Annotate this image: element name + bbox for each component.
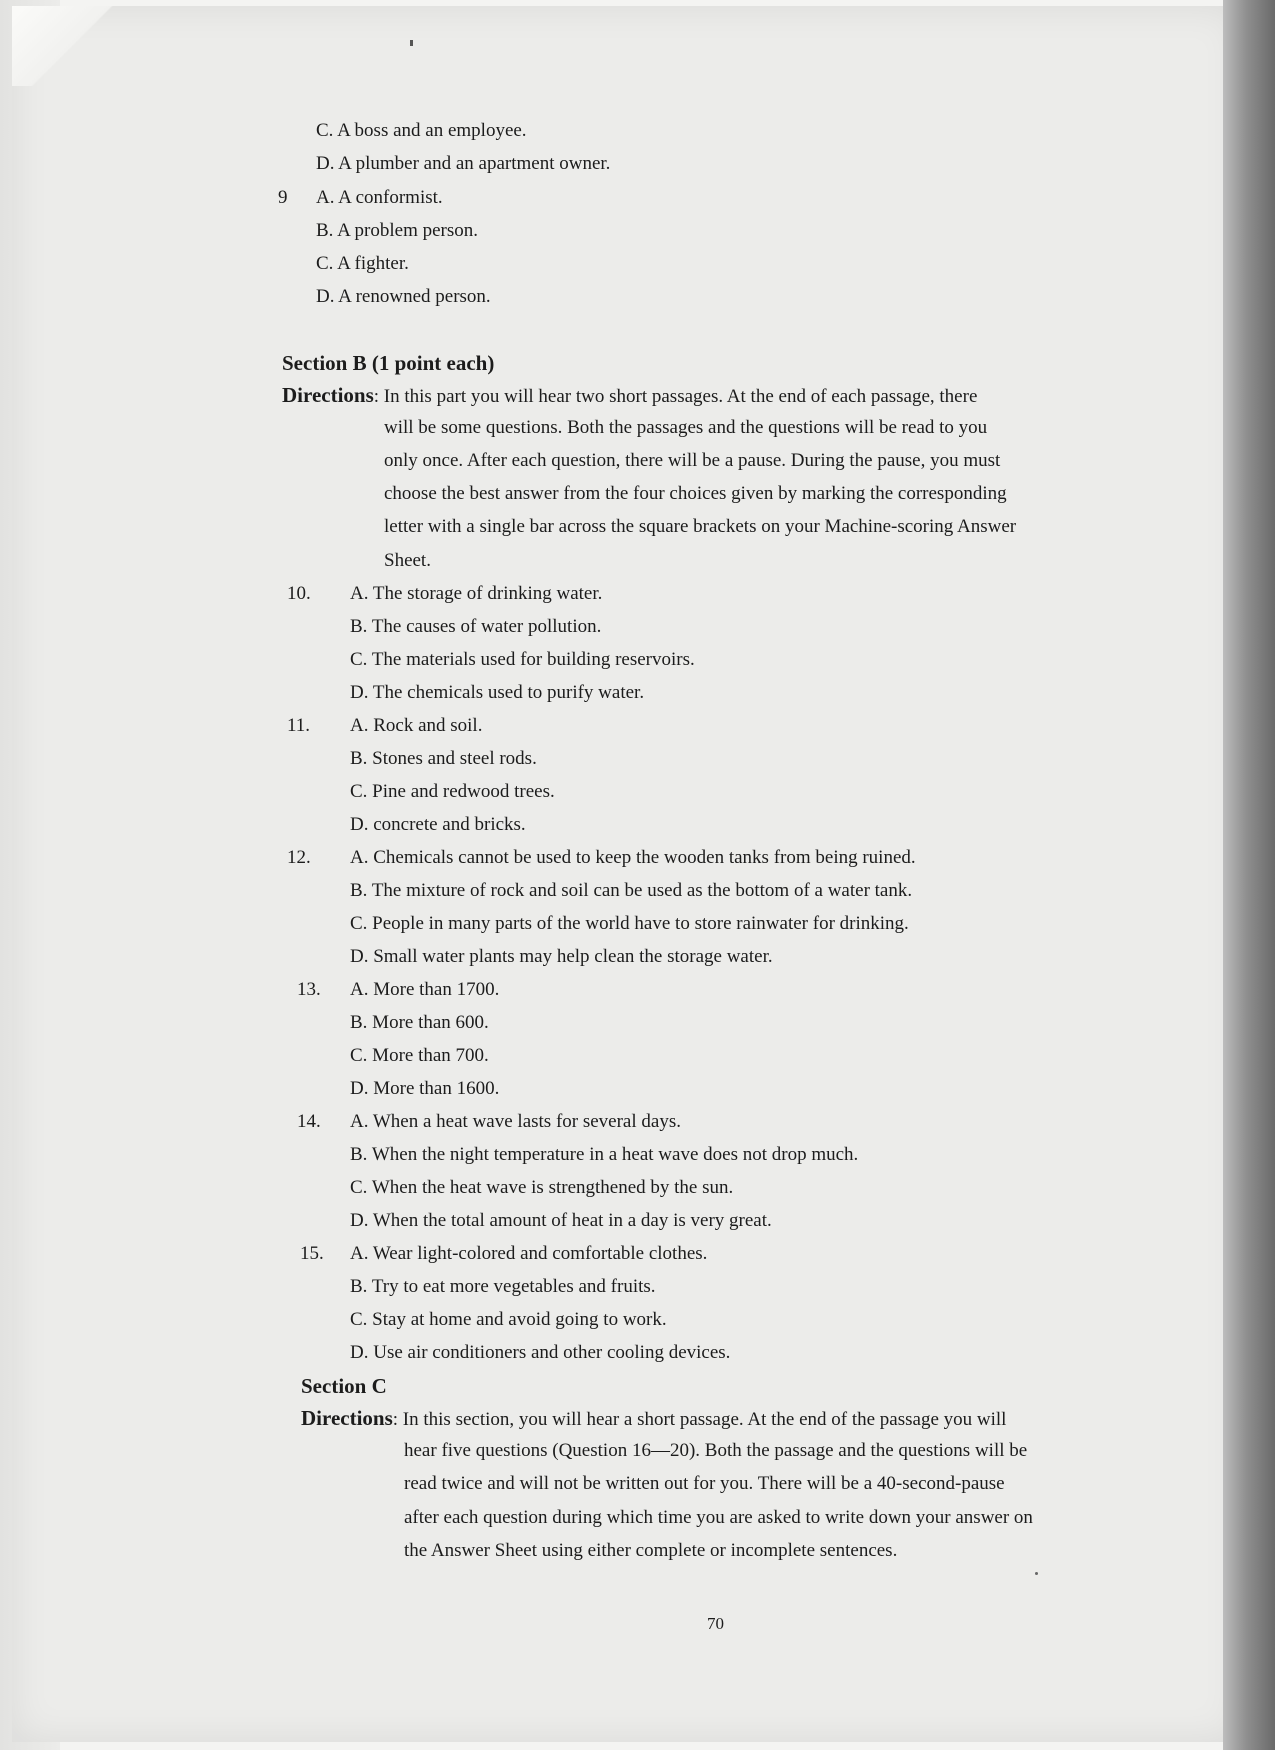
question-number: 13.	[297, 979, 321, 1000]
option-text: B. Stones and steel rods.	[350, 748, 537, 769]
option-text: C. People in many parts of the world have to store rainwater for drinking.	[350, 913, 909, 934]
option-text: C. Stay at home and avoid going to work.	[350, 1309, 667, 1330]
option-text: D. The chemicals used to purify water.	[350, 682, 645, 703]
option-text: D. A renowned person.	[316, 286, 491, 307]
directions-label: Directions	[301, 1406, 393, 1430]
option-text: B. When the night temperature in a heat wave does not drop much.	[350, 1144, 859, 1165]
folded-corner	[12, 6, 152, 86]
binding-shadow	[1223, 0, 1275, 1750]
directions-text: the Answer Sheet using either complete or incomplete sentences.	[404, 1540, 898, 1561]
option-text: A. The storage of drinking water.	[350, 583, 603, 604]
section-b-directions-first-line	[282, 383, 977, 409]
option-text: D. Small water plants may help clean the storage water.	[350, 946, 773, 967]
directions-text: choose the best answer from the four choices given by marking the corresponding	[384, 483, 1007, 504]
option-text: A. Rock and soil.	[350, 715, 483, 736]
option-text: A. More than 1700.	[350, 979, 500, 1000]
option-text: D. More than 1600.	[350, 1078, 500, 1099]
option-text: D. concrete and bricks.	[350, 814, 526, 835]
question-number: 14.	[297, 1111, 321, 1132]
section-c-directions-first-line	[301, 1406, 1006, 1432]
directions-text: will be some questions. Both the passages and the questions will be read to you	[384, 417, 988, 438]
pencil-mark	[410, 40, 413, 46]
option-text: C. A boss and an employee.	[316, 120, 527, 141]
option-text: C. Pine and redwood trees.	[350, 781, 555, 802]
option-text: A. When a heat wave lasts for several days.	[350, 1111, 681, 1132]
directions-text: after each question during which time you are asked to write down your answer on	[404, 1507, 1033, 1528]
directions-text: only once. After each question, there will be a pause. During the pause, you must	[384, 450, 1001, 471]
option-text: A. Chemicals cannot be used to keep the wooden tanks from being ruined.	[350, 847, 916, 868]
option-text: A. A conformist.	[316, 187, 443, 208]
directions-text: : In this section, you will hear a short passage. At the end of the passage you will	[392, 1409, 1007, 1430]
question-number: 9	[278, 187, 288, 208]
section-c-heading: Section C	[301, 1374, 387, 1398]
option-text: C. A fighter.	[316, 253, 409, 274]
section-b-heading: Section B (1 point each)	[282, 351, 495, 375]
option-text: D. When the total amount of heat in a day is very great.	[350, 1210, 772, 1231]
question-number: 12.	[287, 847, 311, 868]
directions-text: Sheet.	[384, 550, 431, 571]
option-text: A. Wear light-colored and comfortable clothes.	[350, 1243, 708, 1264]
option-text: B. A problem person.	[316, 220, 479, 241]
directions-text: hear five questions (Question 16—20). Both the passage and the questions will be	[404, 1440, 1028, 1461]
directions-text: read twice and will not be written out for you. There will be a 40-second-pause	[404, 1473, 1005, 1494]
option-text: C. The materials used for building reservoirs.	[350, 649, 695, 670]
question-number: 10.	[287, 583, 311, 604]
option-text: B. Try to eat more vegetables and fruits.	[350, 1276, 656, 1297]
directions-label: Directions	[282, 383, 374, 407]
directions-text: letter with a single bar across the square brackets on your Machine-scoring Answer	[384, 516, 1017, 537]
option-text: D. A plumber and an apartment owner.	[316, 153, 611, 174]
option-text: B. More than 600.	[350, 1012, 489, 1033]
question-number: 15.	[300, 1243, 324, 1264]
option-text: D. Use air conditioners and other cooling devices.	[350, 1342, 731, 1363]
page-number: 70	[707, 1614, 724, 1633]
option-text: C. When the heat wave is strengthened by the sun.	[350, 1177, 734, 1198]
ink-dot	[1035, 1572, 1038, 1575]
option-text: B. The mixture of rock and soil can be used as the bottom of a water tank.	[350, 880, 913, 901]
directions-text: : In this part you will hear two short passages. At the end of each passage, there	[373, 386, 978, 407]
option-text: C. More than 700.	[350, 1045, 489, 1066]
question-number: 11.	[287, 715, 311, 736]
option-text: B. The causes of water pollution.	[350, 616, 602, 637]
